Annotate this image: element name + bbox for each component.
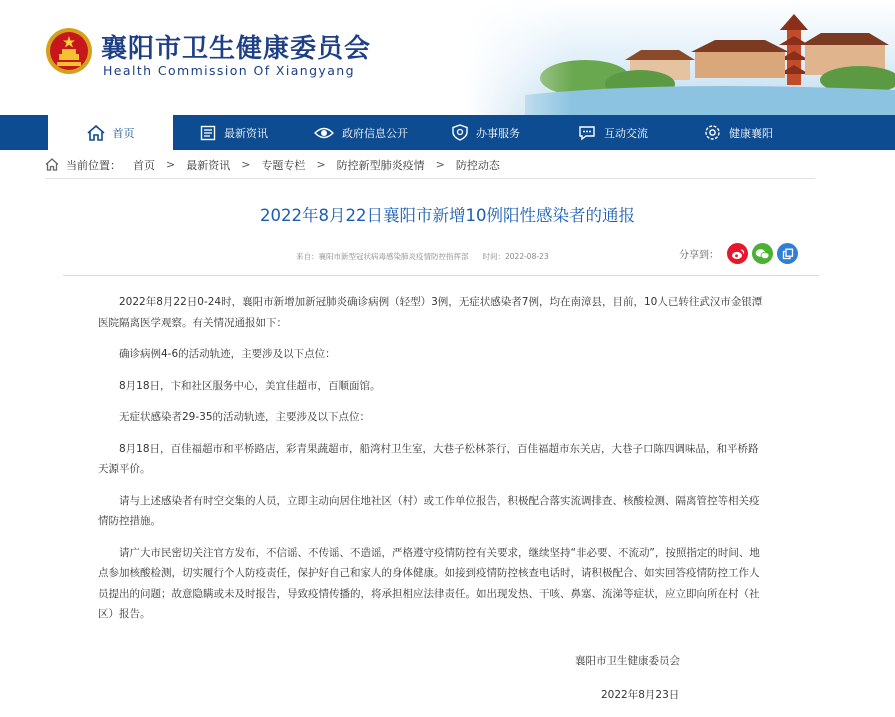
nav-label: 互动交流 <box>604 126 648 140</box>
share-label: 分享到： <box>679 250 719 261</box>
nav-label: 首页 <box>112 126 135 140</box>
article-date: 2022年8月23日 <box>601 689 680 701</box>
nav-item-news[interactable] <box>200 115 268 150</box>
nav-label: 健康襄阳 <box>729 126 773 140</box>
eye-icon <box>314 126 334 140</box>
article-meta <box>296 251 549 262</box>
article-body <box>98 292 766 636</box>
nav-item-home[interactable] <box>48 115 173 150</box>
article-title: 2022年8月22日襄阳市新增10例阳性感染者的通报 <box>260 206 635 225</box>
article-paragraph: 确诊病例4-6的活动轨迹，主要涉及以下点位： <box>119 348 336 360</box>
home-icon <box>45 158 59 171</box>
nav-item-gov-info[interactable] <box>314 115 408 150</box>
breadcrumb-separator: > <box>316 158 326 171</box>
nav-item-healthy-xiangyang[interactable] <box>704 115 773 150</box>
nav-label: 最新资讯 <box>224 126 268 140</box>
site-title[interactable]: 襄阳市卫生健康委员会 <box>101 34 372 64</box>
divider <box>63 275 819 276</box>
breadcrumb-link[interactable]: 防控动态 <box>455 158 500 172</box>
gear-icon <box>704 124 721 141</box>
article-paragraph: 请与上述感染者有时空交集的人员，立即主动向居住地社区（村）或工作单位报告，积极配合落实流调排查、核酸检测、隔离管控等相关疫情防控措施。 <box>98 494 760 527</box>
article-source: 来自：襄阳市新型冠状病毒感染肺炎疫情防控指挥部 <box>296 252 469 261</box>
site-header <box>0 0 895 115</box>
breadcrumb-separator: > <box>166 158 176 171</box>
breadcrumb-link[interactable]: 最新资讯 <box>186 158 231 172</box>
article-time: 时间：2022-08-23 <box>482 252 549 261</box>
article-paragraph: 无症状感染者29-35的活动轨迹，主要涉及以下点位： <box>119 411 371 423</box>
breadcrumb-link[interactable]: 专题专栏 <box>261 158 306 172</box>
chat-icon <box>578 125 596 141</box>
main-nav <box>0 115 895 150</box>
nav-label: 办事服务 <box>476 126 520 140</box>
article-signature: 襄阳市卫生健康委员会 <box>575 655 680 667</box>
nav-item-interaction[interactable] <box>578 115 648 150</box>
breadcrumb-label: 当前位置： <box>66 158 121 172</box>
nav-item-services[interactable] <box>452 115 520 150</box>
home-icon <box>87 125 105 141</box>
wechat-icon[interactable] <box>752 243 773 264</box>
share-bar <box>679 243 798 264</box>
national-emblem-icon <box>45 27 93 75</box>
nav-label: 政府信息公开 <box>342 126 408 140</box>
breadcrumb-separator: > <box>435 158 445 171</box>
article-paragraph: 8月18日，百佳福超市和平桥路店，彩青果蔬超市，船湾村卫生室，大巷子松林茶行，百佳福超市东关店，大巷子口陈四调味品，和平桥路天源平价。 <box>98 442 759 475</box>
breadcrumb-link[interactable]: 防控新型肺炎疫情 <box>336 158 425 172</box>
copy-icon[interactable] <box>777 243 798 264</box>
breadcrumb-link[interactable]: 首页 <box>133 158 155 172</box>
breadcrumb-separator: > <box>241 158 251 171</box>
breadcrumb <box>45 151 815 179</box>
article-paragraph: 8月18日，卞和社区服务中心，美宜佳超市，百顺面馆。 <box>119 379 381 392</box>
news-icon <box>200 125 216 141</box>
city-landscape-banner <box>465 0 895 115</box>
shield-icon <box>452 124 468 141</box>
article-paragraph: 请广大市民密切关注官方发布，不信谣、不传谣、不造谣，严格遵守疫情防控有关要求，继续坚持“非必要、不流动”，按照指定的时间、地点参加核酸检测，切实履行个人防疫责任，保护好自己和家人的身体健康。如接到疫情防控核查电话时，请积极配合、如实回答疫情防控工作人员提出的问题；故意隐瞒或未及时报告，导致疫情传播的，将承担相应法律责任。如出现发热、干咳、鼻塞、流涕等症状，应立即向所在村（社区）报告。 <box>98 546 760 620</box>
article-paragraph: 2022年8月22日0-24时，襄阳市新增加新冠肺炎确诊病例（轻型）3例，无症状感染者7例，均在南漳县，目前，10人已转往武汉市金银潭医院隔离医学观察。有关情况通报如下： <box>98 296 763 329</box>
weibo-icon[interactable] <box>727 243 748 264</box>
site-subtitle: Health Commission Of Xiangyang <box>103 63 355 78</box>
